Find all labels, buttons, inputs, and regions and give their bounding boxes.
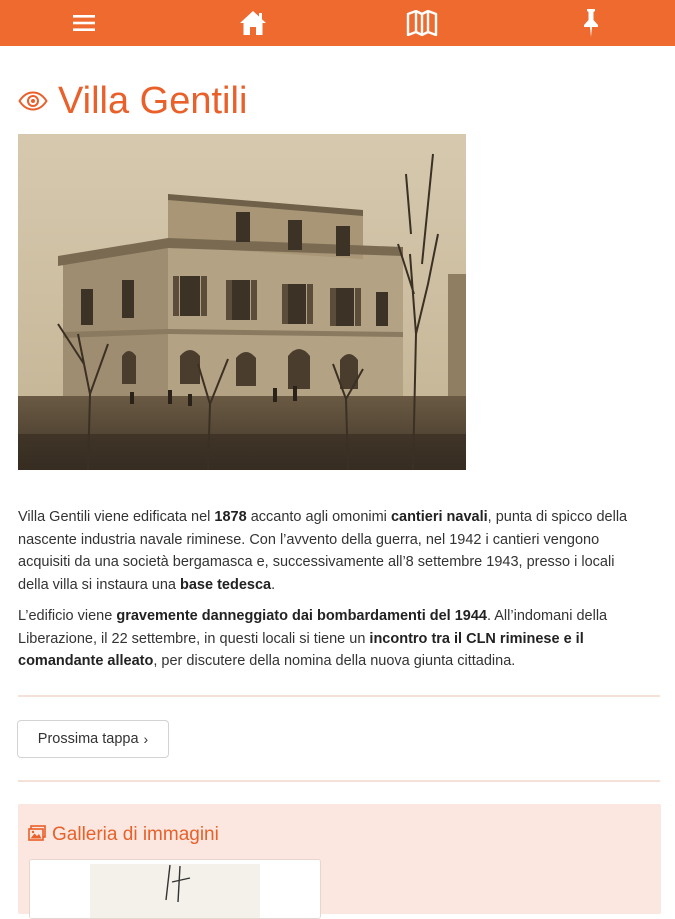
page-header xyxy=(18,78,247,124)
map-icon xyxy=(406,10,438,36)
eye-icon xyxy=(18,91,48,111)
text-run: . All’indomani della Liberazione, il 22 settembre, in questi locali si tiene un xyxy=(18,608,608,647)
divider xyxy=(18,780,660,782)
home-icon xyxy=(239,10,267,36)
bold-text: base tedesca xyxy=(180,576,272,593)
villa-photo xyxy=(18,134,466,470)
bold-text: incontro tra il CLN riminese e il comandante alleato xyxy=(18,630,584,669)
menu-button[interactable] xyxy=(54,0,114,46)
pin-button[interactable] xyxy=(561,0,621,46)
gallery-title: Galleria di immagini xyxy=(52,824,219,845)
text-run: L’edificio viene xyxy=(18,608,117,624)
text-run: , punta di spicco della nascente industria navale riminese. Con l’avvento della guerra, nel 1942 i cantieri vengono acquisiti da una società bergamasca e, successivamente all’8 settembre 1943, presso i locali della villa si instaura una xyxy=(18,509,628,593)
text-run: , per discutere della nomina della nuova giunta cittadina. xyxy=(153,653,516,669)
next-stop-label: Prossima tappa xyxy=(37,731,139,747)
gallery-thumbnail[interactable] xyxy=(29,859,321,919)
images-icon xyxy=(28,825,46,846)
gallery-header xyxy=(28,824,219,846)
pin-icon xyxy=(581,8,601,38)
bold-text: cantieri navali xyxy=(390,509,488,525)
paragraph-2 xyxy=(18,605,648,673)
paragraph-1 xyxy=(18,506,648,596)
image-gallery xyxy=(18,804,661,914)
text-run: accanto agli omonimi xyxy=(246,509,391,525)
chevron-right-icon: › xyxy=(143,731,149,747)
top-navigation-bar xyxy=(0,0,675,46)
bold-text: gravemente danneggiato dai bombardamenti del 1944 xyxy=(116,608,487,624)
article-body xyxy=(18,506,648,682)
next-stop-button[interactable] xyxy=(17,720,169,758)
bold-text: 1878 xyxy=(214,509,247,525)
text-run: Villa Gentili viene edificata nel xyxy=(18,509,215,525)
page-title: Villa Gentili xyxy=(58,80,248,122)
divider xyxy=(18,695,660,697)
home-button[interactable] xyxy=(223,0,283,46)
map-button[interactable] xyxy=(392,0,452,46)
menu-icon xyxy=(72,13,96,33)
text-run: . xyxy=(271,576,276,593)
